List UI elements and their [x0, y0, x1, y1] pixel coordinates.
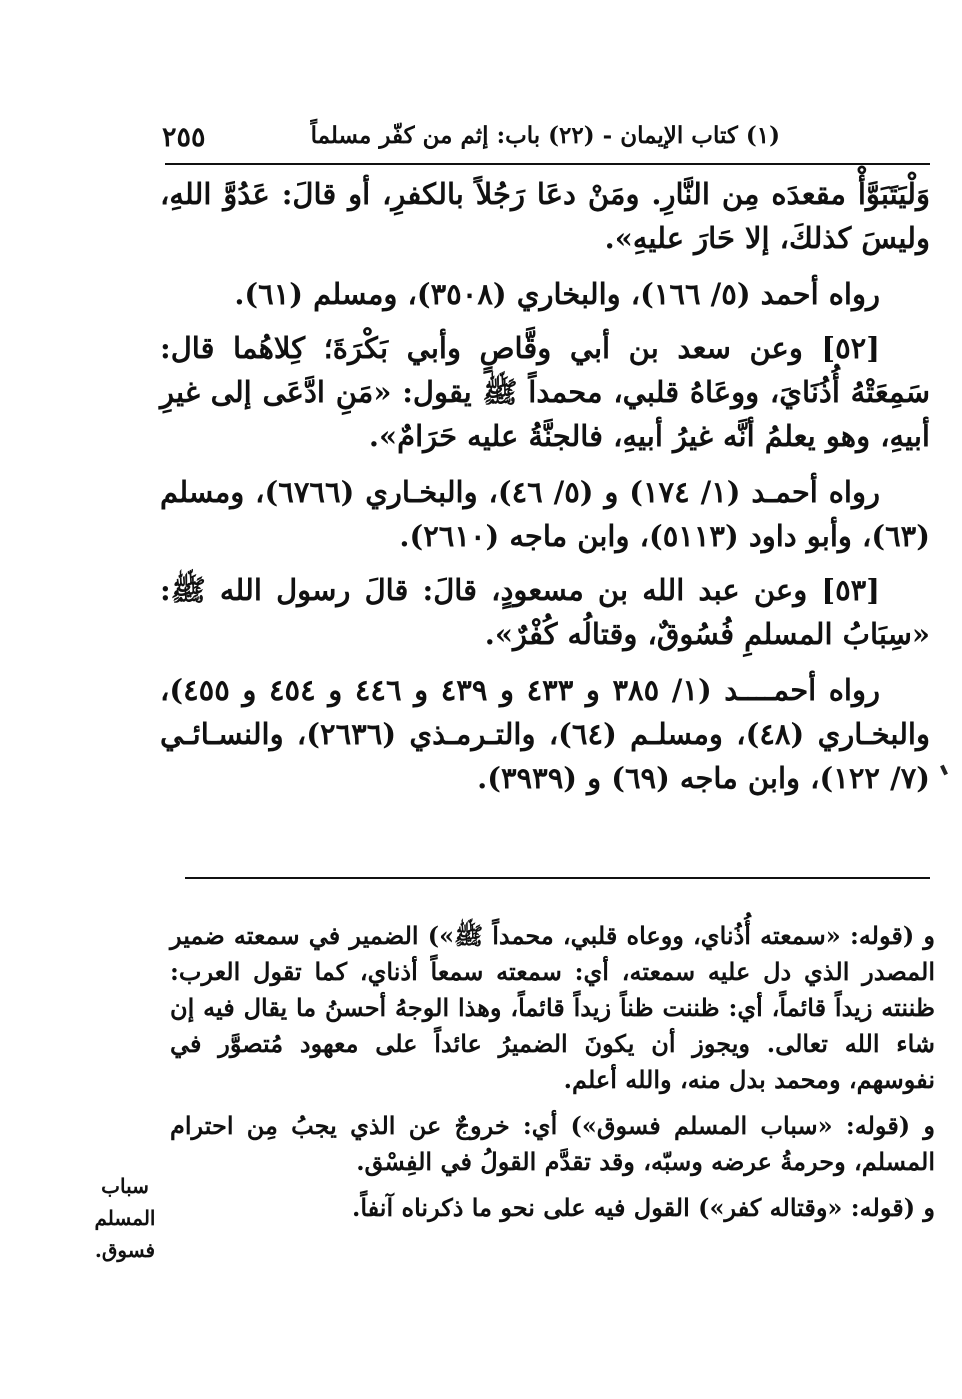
running-title: (١) كتاب الإيمان - (٢٢) باب: إثم من كفّر مسلماً [310, 122, 780, 149]
footnote-rule [185, 877, 930, 879]
stray-mark [940, 765, 948, 776]
main-text [160, 172, 930, 800]
citation-52: رواه أحمـد (١/ ١٧٤) و (٥/ ٤٦)، والبخـاري (٦٧٦٦)، ومسلم (٦٣)، وأبو داود (٥١١٣)، وابن ماجه (٢٦١٠). [160, 475, 930, 553]
commentary [170, 918, 935, 1236]
hadith-53: [٥٣] وعن عبد الله بن مسعودٍ، قالَ: قالَ رسول الله ﷺ: «سِبَابُ المسلمِ فُسُوقٌ، وقتالُه كُفْرٌ». [160, 573, 930, 651]
header-rule [165, 163, 930, 165]
commentary-1: و (قوله: «سمعته أُذُناي، ووعاه قلبي، محمداً ﷺ») الضمير في سمعته ضمير المصدر الذي دل عليه سمعته، أي: سمعته سمعاً أذناي، كما تقول العرب: ظننته زيداً قائماً، أي: ظننت ظناً زيداً قائماً، وهذا الوجهُ أحسنُ ما يقال فيه إن شاء الله تعالى. ويجوز أن يكونَ الضميرُ عائداً على معهود مُتصوَّر في نفوسهم، ومحمد بدل منه، والله أعلم. [170, 921, 936, 1094]
margin-note: سباب المسلم فسوق. [94, 1174, 156, 1262]
page-number: ٢٥٥ [162, 122, 206, 153]
citation-53: رواه أحمــــد (١/ ٣٨٥ و ٤٣٣ و ٤٣٩ و ٤٤٦ و ٤٥٤ و ٤٥٥)، والبخـاري (٤٨)، ومسلـم (٦٤)، والتـرمـذي (٢٦٣٦)، والنسـائـي (٧/ ١٢٢)، وابن ماجه (٦٩) و (٣٩٣٩). [160, 673, 930, 795]
hadith-52: [٥٢] وعن سعد بن أبي وقَّاصٍ وأبي بَكْرَةَ؛ كِلاهُما قال: سَمِعَتْهُ أُذُنَايَ، ووعَاهُ قلبي، محمداً ﷺ يقول: «مَنِ ادَّعَى إلى غيرِ أبيهِ، وهو يعلمُ أنَّه غيرُ أبيهِ، فالجنَّةُ عليه حَرَامٌ». [160, 331, 930, 453]
hadith-continuation: وَلْيَتَبَوَّأْ مقعدَه مِن النَّارِ. ومَنْ دعَا رَجُلاً بالكفرِ، أو قالَ: عَدُوَّ اللهِ، وليسَ كذلكَ، إلا حَارَ عليهِ». [160, 177, 930, 255]
page-header [150, 118, 930, 158]
commentary-3: و (قوله: «وقتاله كفر») القول فيه على نحو ما ذكرناه آنفاً. [352, 1193, 935, 1222]
citation-51: رواه أحمد (٥/ ١٦٦)، والبخاري (٣٥٠٨)، ومسلم (٦١). [234, 277, 880, 311]
commentary-2: و (قوله: «سباب المسلم فسوق») أي: خروجٌ عن الذي يجبُ مِن احترام المسلم، وحرمةُ عرضه وسبّه، وقد تقدَّم القولُ في الفِسْق. [170, 1111, 935, 1176]
